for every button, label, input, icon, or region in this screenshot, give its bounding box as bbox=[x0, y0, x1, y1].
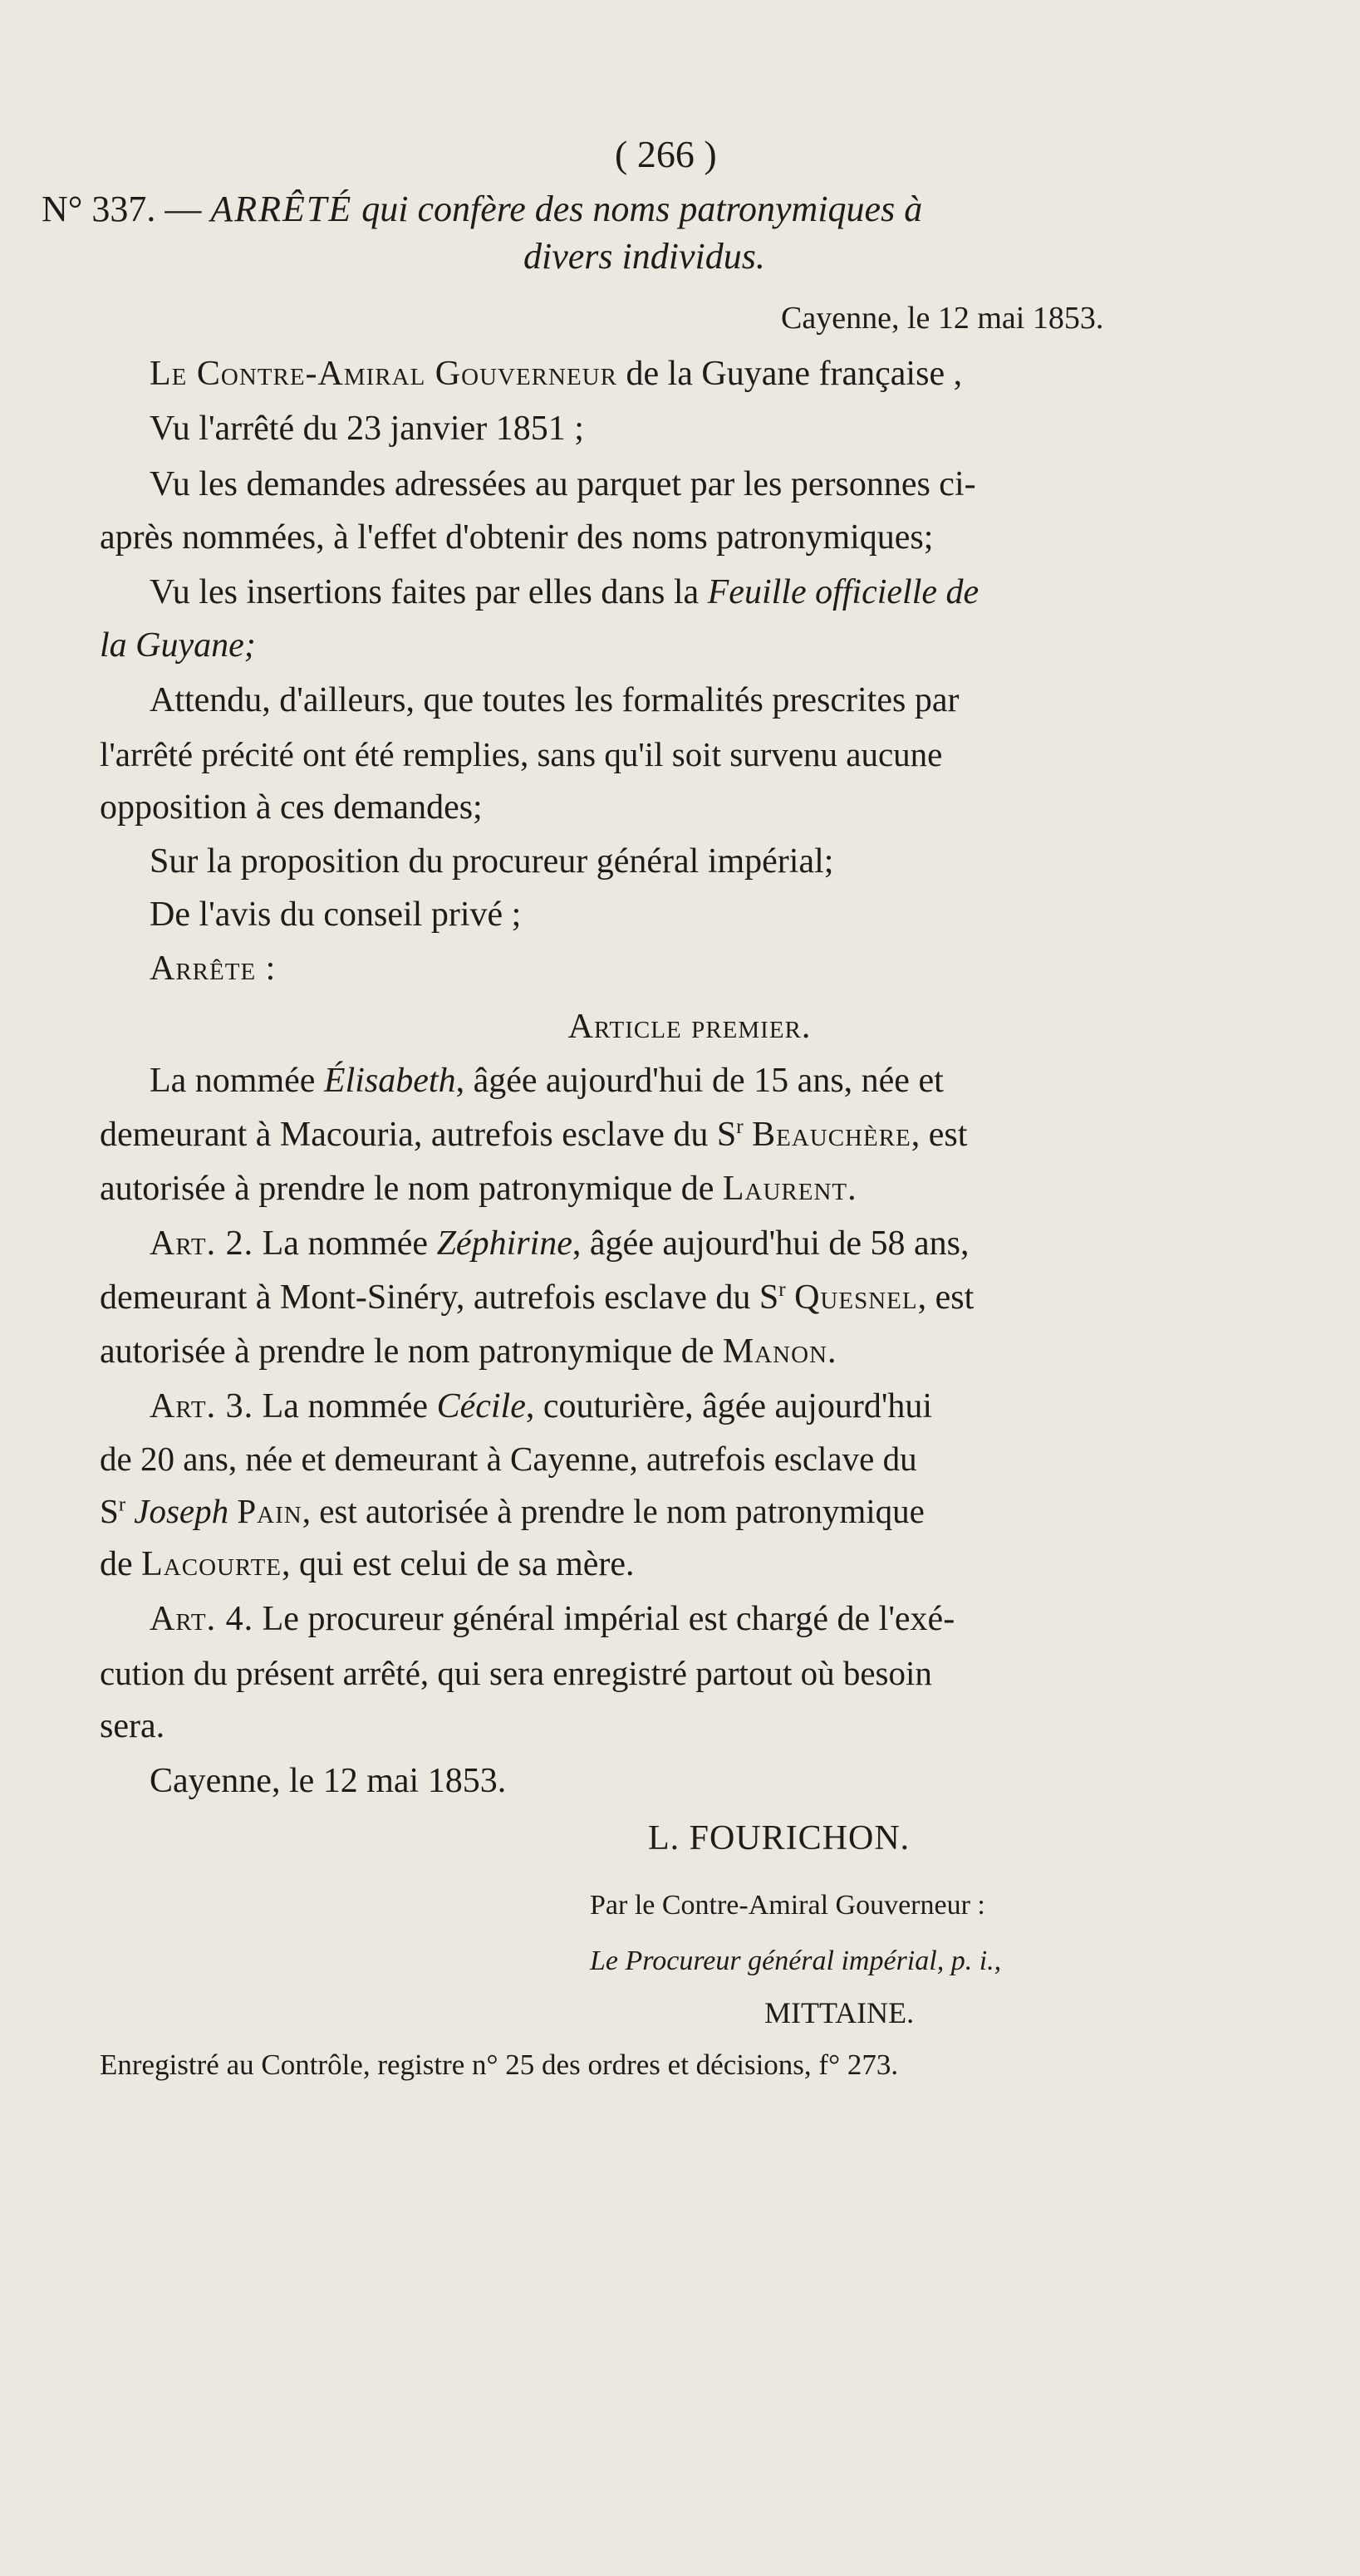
preamble-attendu-line-1: Attendu, d'ailleurs, que toutes les formalités prescrites par bbox=[150, 681, 960, 719]
a1-text-b: , âgée aujourd'hui de 15 ans, née et bbox=[455, 1062, 944, 1100]
a3-surname: Lacourte bbox=[141, 1545, 282, 1583]
a3-person-name: Cécile bbox=[436, 1387, 526, 1425]
a3-l4-text-b: , qui est celui de sa mère. bbox=[282, 1545, 635, 1583]
a3-text-a: La nommée bbox=[262, 1387, 429, 1425]
preamble-vu-3-line-1 bbox=[150, 571, 979, 614]
arrete-heading: Arrête : bbox=[150, 949, 277, 988]
closing-place-date: Cayenne, le 12 mai 1853. bbox=[150, 1762, 507, 1800]
preamble-vu-2-line-2: après nommées, à l'effet d'obtenir des noms patronymiques; bbox=[100, 518, 934, 557]
a2-l2-text-a: demeurant à Mont-Sinéry, autrefois esclave du S bbox=[100, 1278, 779, 1317]
preamble-avis: De l'avis du conseil privé ; bbox=[150, 895, 522, 934]
article-premier-heading: Article premier. bbox=[567, 1008, 812, 1046]
a3-l3-s: S bbox=[100, 1492, 119, 1530]
a4-text: Le procureur général impérial est chargé de l'exé- bbox=[262, 1600, 955, 1638]
article-1-line-2 bbox=[100, 1113, 967, 1156]
preamble-vu-2-line-1: Vu les demandes adressées au parquet par les personnes ci- bbox=[150, 465, 976, 503]
article-2-line-3 bbox=[100, 1330, 837, 1373]
procureur-line: Le Procureur général impérial, p. i., bbox=[590, 1945, 1002, 1976]
a2-l2-sup: r bbox=[778, 1278, 786, 1301]
article-3-line-1 bbox=[150, 1385, 932, 1428]
article-3-line-2: de 20 ans, née et demeurant à Cayenne, autrefois esclave du bbox=[100, 1440, 917, 1478]
a2-label: Art. 2. bbox=[150, 1224, 254, 1263]
a2-text-b: , âgée aujourd'hui de 58 ans, bbox=[572, 1224, 970, 1263]
a3-former-owner: Pain bbox=[237, 1492, 302, 1530]
a2-text-a: La nommée bbox=[262, 1224, 429, 1263]
preamble-sur: Sur la proposition du procureur général impérial; bbox=[150, 842, 834, 881]
preamble-attendu-line-3: opposition à ces demandes; bbox=[100, 788, 483, 827]
article-4-line-1 bbox=[150, 1597, 955, 1641]
a1-former-owner: Beauchère bbox=[752, 1116, 911, 1154]
article-1-line-3 bbox=[100, 1167, 857, 1210]
a3-text-b: , couturière, âgée aujourd'hui bbox=[525, 1387, 933, 1425]
signatory: L. FOURICHON. bbox=[648, 1819, 911, 1857]
page-number: ( 266 ) bbox=[615, 133, 717, 175]
a3-l4-text-a: de bbox=[100, 1545, 133, 1583]
a3-owner-first-name: Joseph bbox=[134, 1492, 229, 1530]
a2-l3-text-a: autorisée à prendre le nom patronymique de bbox=[100, 1332, 714, 1371]
a2-l3-text-b: . bbox=[827, 1332, 837, 1371]
decree-title-caps: ARRÊTÉ bbox=[210, 189, 353, 229]
governor-rest: de la Guyane française , bbox=[626, 355, 963, 393]
countersign-line: Par le Contre-Amiral Gouverneur : bbox=[590, 1890, 985, 1921]
vu3-publication: Feuille officielle de bbox=[707, 573, 979, 611]
decree-title-line-2: divers individus. bbox=[523, 236, 765, 277]
decree-title-line-1 bbox=[42, 188, 922, 231]
a2-former-owner: Quesnel bbox=[794, 1278, 918, 1317]
a1-text-a: La nommée bbox=[150, 1062, 316, 1100]
article-2-line-1 bbox=[150, 1222, 970, 1265]
registration-note: Enregistré au Contrôle, registre n° 25 des ordres et décisions, f° 273. bbox=[100, 2049, 899, 2081]
procureur-name: MITTAINE. bbox=[764, 1996, 915, 2029]
a2-person-name: Zéphirine bbox=[436, 1224, 572, 1263]
article-3-line-3 bbox=[100, 1489, 925, 1533]
preamble-governor bbox=[150, 352, 962, 395]
article-3-line-4 bbox=[100, 1543, 635, 1586]
preamble-vu-1: Vu l'arrêté du 23 janvier 1851 ; bbox=[150, 410, 584, 448]
preamble-vu-3-line-2: la Guyane; bbox=[100, 626, 256, 665]
article-1-line-1 bbox=[150, 1059, 944, 1102]
preamble-attendu-line-2: l'arrêté précité ont été remplies, sans qu'il soit survenu aucune bbox=[100, 735, 943, 773]
a1-person-name: Élisabeth bbox=[323, 1062, 456, 1100]
a1-l3-text-b: . bbox=[847, 1170, 857, 1208]
place-date: Cayenne, le 12 mai 1853. bbox=[781, 301, 1104, 336]
a1-surname: Laurent bbox=[722, 1170, 848, 1208]
a4-label: Art. 4. bbox=[150, 1600, 254, 1638]
a1-l2-sup: r bbox=[736, 1116, 744, 1138]
a1-l2-text-a: demeurant à Macouria, autrefois esclave du S bbox=[100, 1116, 737, 1154]
a1-l2-text-b: , est bbox=[911, 1116, 968, 1154]
a1-l3-text-a: autorisée à prendre le nom patronymique de bbox=[100, 1170, 714, 1208]
a2-surname: Manon bbox=[722, 1332, 828, 1371]
article-2-line-2 bbox=[100, 1276, 974, 1319]
a3-l3-text-b: , est autorisée à prendre le nom patronymique bbox=[302, 1492, 925, 1530]
governor-title: Le Contre-Amiral Gouverneur bbox=[150, 355, 617, 393]
a3-l3-sup: r bbox=[118, 1493, 126, 1516]
a2-l2-text-b: , est bbox=[917, 1278, 975, 1317]
vu3-text: Vu les insertions faites par elles dans la bbox=[150, 573, 700, 611]
decree-title-rest: qui confère des noms patronymiques à bbox=[361, 189, 923, 229]
decree-number: N° 337. — bbox=[42, 189, 211, 229]
article-4-line-2: cution du présent arrêté, qui sera enregistré partout où besoin bbox=[100, 1654, 932, 1692]
article-4-line-3: sera. bbox=[100, 1707, 165, 1745]
a3-label: Art. 3. bbox=[150, 1387, 254, 1425]
